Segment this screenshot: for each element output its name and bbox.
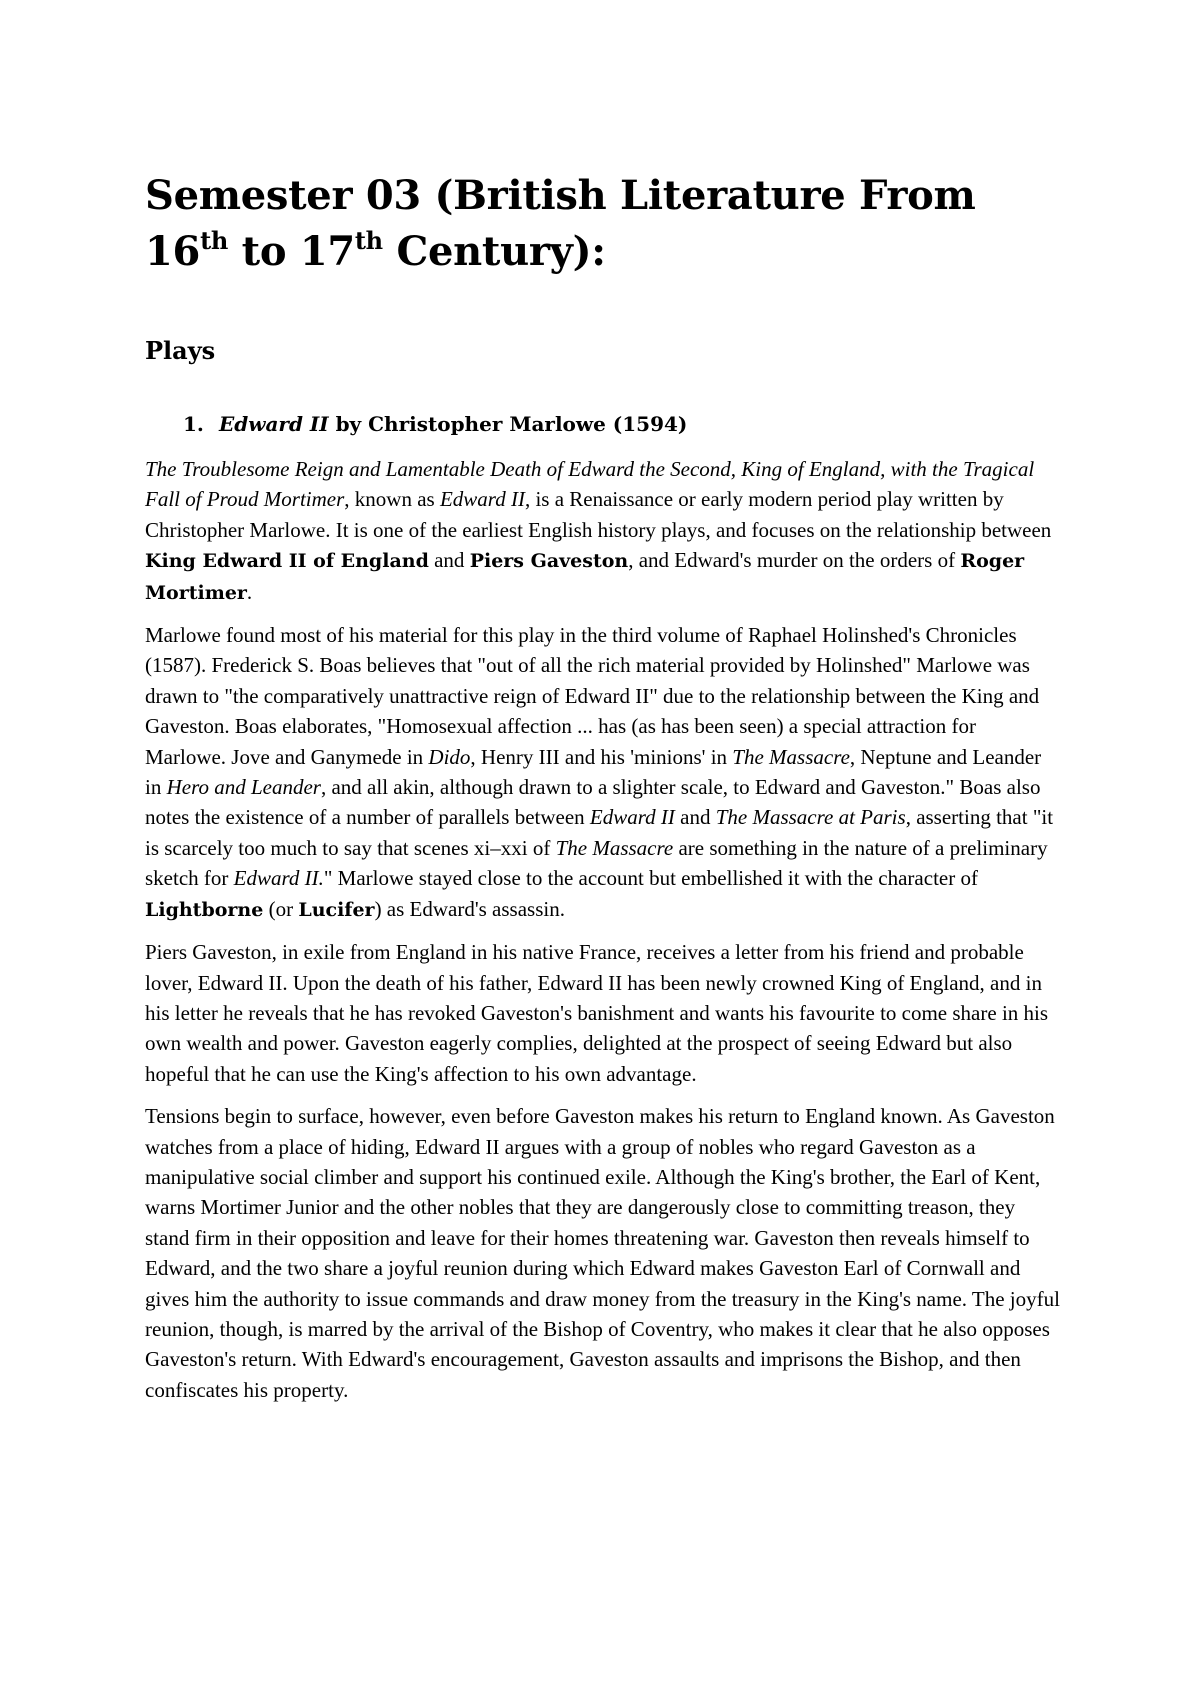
play-list (145, 410, 1060, 438)
text-run: are something in the nature of a preliminary sketch for (145, 835, 1048, 891)
title-superscript-2: th (354, 225, 383, 255)
text-run: . (246, 579, 253, 604)
text-run: , is a Renaissance or early modern period play written by Christopher Marlowe. It is one of the earliest English history plays, and focuses on the relationship between (145, 487, 1052, 542)
text-run: and (674, 805, 716, 830)
paragraph-sources (145, 620, 1060, 925)
full-title-text: The Troublesome Reign and Lamentable Death of Edward the Second, King of England, with the Tragical Fall of Proud Mortimer (145, 457, 1035, 512)
title-superscript-1: th (200, 225, 229, 255)
italic-text: The Massacre (732, 744, 850, 769)
list-item (145, 410, 1060, 438)
text-run: " Marlowe stayed close to the account but embellished it with the character of (323, 866, 978, 891)
title-middle: to 17 (228, 228, 355, 275)
bold-text: Piers Gaveston (469, 550, 629, 573)
text-run: , and Edward's murder on the orders of (628, 548, 961, 573)
italic-text: Edward II (439, 487, 525, 512)
title-number-1: 16 (145, 228, 201, 275)
italic-text: Dido (428, 744, 471, 769)
text-run: , Henry III and his 'minions' in (470, 744, 733, 769)
bold-text: Roger Mortimer (145, 550, 1025, 604)
italic-text: Hero and Leander (166, 775, 321, 800)
text-run: , and all akin, although drawn to a slighter scale, to Edward and Gaveston." Boas also notes the existence of a number of parallels between (145, 775, 1041, 830)
page-title (145, 168, 1060, 280)
paragraph-plot-2: Tensions begin to surface, however, even before Gaveston makes his return to England known. As Gaveston watches from a place of hiding, Edward II argues with a group of nobles who regard Gaveston as a manipulative social climber and support his continued exile. Although the King's brother, the Earl of Kent, warns Mortimer Junior and the other nobles that they are dangerously close to committing treason, they stand firm in their opposition and leave for their homes threatening war. Gaveston then reveals himself to Edward, and the two share a joyful reunion during which Edward makes Gaveston Earl of Cornwall and gives him the authority to issue commands and draw money from the treasury in the King's name. The joyful reunion, though, is marred by the arrival of the Bishop of Coventry, who makes it clear that he also opposes Gaveston's return. With Edward's encouragement, Gaveston assaults and imprisons the Bishop, and then confiscates his property. (145, 1104, 1060, 1402)
play-byline: by Christopher Marlowe (1594) (328, 412, 688, 436)
title-end: Century): (382, 228, 606, 275)
document-page (145, 168, 1060, 1405)
italic-text: Edward II. (233, 866, 324, 891)
paragraph-plot-1: Piers Gaveston, in exile from England in his native France, receives a letter from his friend and probable lover, Edward II. Upon the death of his father, Edward II has been newly crowned King of England, and in his letter he reveals that he has revoked Gaveston's banishment and wants his favourite to come share in his own wealth and power. Gaveston eagerly complies, delighted at the prospect of seeing Edward but also hopeful that he can use the King's affection to his own advantage. (145, 940, 1049, 1086)
paragraph-intro (145, 454, 1060, 608)
list-item-number: 1. (183, 412, 204, 436)
title-line-1: Semester 03 (British Literature From (145, 172, 976, 219)
italic-text: Edward II (589, 805, 675, 830)
play-title: Edward II (219, 412, 329, 436)
text-run: , asserting that "it is scarcely too much to say that scenes xi–xxi of (145, 805, 1054, 860)
bold-text: Lightborne (145, 898, 264, 921)
text-run: , Neptune and Leander in (145, 744, 1042, 800)
bold-text: King Edward II of England (145, 550, 429, 573)
text-run: ) as Edward's assassin. (374, 896, 565, 921)
italic-text: The Massacre at Paris (715, 805, 906, 830)
list-item-text (185, 410, 687, 438)
italic-text: The Massacre (555, 835, 674, 860)
text-run: and (428, 548, 470, 573)
text-run: (or (263, 896, 299, 921)
bold-text: Lucifer (298, 898, 375, 921)
section-heading: Plays (145, 336, 216, 365)
text-run: Marlowe found most of his material for this play in the third volume of Raphael Holinshed's Chronicles (1587). Frederick S. Boas believes that "out of all the rich material provided by Holinshed" Marlowe was drawn to "the comparatively unattractive reign of Edward II" due to the relationship between the King and Gaveston. Boas elaborates, "Homosexual affection ... has (as has been seen) a special attraction for Marlowe. Jove and Ganymede in (145, 623, 1040, 769)
text-run: , known as (344, 487, 440, 512)
